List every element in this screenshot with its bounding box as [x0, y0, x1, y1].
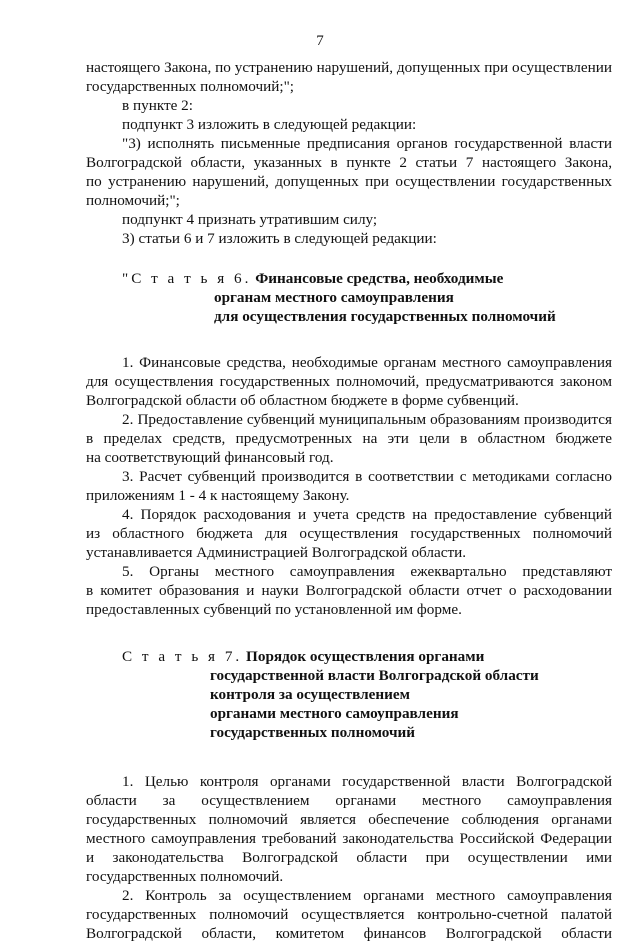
text-line: для осуществления государственных полномочий, предусматриваются законом — [86, 373, 612, 390]
text-line: полномочий;"; — [86, 192, 180, 209]
text-line: и законодательства Волгоградской области при осуществлении ими — [86, 849, 612, 866]
text-line: государственных полномочий;"; — [86, 78, 294, 95]
text-line: 5. Органы местного самоуправления ежеквартально представляют — [122, 563, 612, 580]
text-line: из областного бюджета для осуществления государственных полномочий — [86, 525, 612, 542]
text-line: 1. Финансовые средства, необходимые органам местного самоуправления — [122, 354, 612, 371]
text-line: подпункт 4 признать утратившим силу; — [122, 211, 378, 228]
text-line: приложениям 1 - 4 к настоящему Закону. — [86, 487, 350, 504]
text-line: на соответствующий финансовый год. — [86, 449, 334, 466]
article-6-title: органам местного самоуправления — [214, 289, 454, 306]
article-7-body — [86, 772, 612, 943]
text-line: 2. Предоставление субвенций муниципальным образованиям производится — [122, 411, 612, 428]
article-6-heading — [86, 269, 612, 326]
text-line: в пункте 2: — [122, 97, 193, 114]
text-line: 2. Контроль за осуществлением органами местного самоуправления — [122, 887, 612, 904]
article-7-prefix: С т а т ь я 7. — [122, 648, 243, 665]
text-line: государственных полномочий осуществляется контрольно-счетной палатой — [86, 906, 612, 923]
text-line: в пределах средств, предусмотренных на эти цели в областном бюджете — [86, 430, 612, 447]
article-7-title: государственной власти Волгоградской области — [210, 667, 539, 684]
article-7-title: контроля за осуществлением — [210, 686, 410, 703]
text-line: по устранению нарушений, допущенных при осуществлении государственных — [86, 173, 612, 190]
text-line: Волгоградской области, комитетом финансов Волгоградской области — [86, 925, 612, 942]
article-6-title: Финансовые средства, необходимые — [255, 270, 504, 287]
text-line: государственных полномочий. — [86, 868, 284, 885]
text-line: государственных полномочий является обеспечение соблюдения органами — [86, 811, 612, 828]
text-line: 4. Порядок расходования и учета средств на предоставление субвенций — [122, 506, 612, 523]
text-line: подпункт 3 изложить в следующей редакции: — [122, 116, 417, 133]
text-line: области за осуществлением органами местного самоуправления — [86, 792, 612, 809]
article-7-title: государственных полномочий — [210, 724, 416, 741]
text-line: в комитет образования и науки Волгоградской области отчет о расходовании — [86, 582, 612, 599]
article-7-title: органами местного самоуправления — [210, 705, 459, 722]
article-6-body — [86, 353, 612, 619]
text-line: устанавливается Администрацией Волгоградской области. — [86, 544, 467, 561]
page-number: 7 — [316, 33, 324, 49]
text-line: 3) статьи 6 и 7 изложить в следующей редакции: — [122, 230, 437, 247]
text-line: местного самоуправления требований законодательства Российской Федерации — [86, 830, 612, 847]
article-6-title: для осуществления государственных полномочий — [214, 308, 556, 325]
text-line: Волгоградской области об областном бюджете в форме субвенций. — [86, 392, 519, 409]
text-line: Волгоградской области, указанных в пункте 2 статьи 7 настоящего Закона, — [86, 154, 612, 171]
article-7-title: Порядок осуществления органами — [246, 648, 485, 665]
document-body — [86, 58, 612, 943]
text-line: "3) исполнять письменные предписания органов государственной власти — [122, 135, 612, 152]
article-7-heading — [86, 647, 612, 742]
text-line: 1. Целью контроля органами государственной власти Волгоградской — [122, 773, 612, 790]
text-line: настоящего Закона, по устранению нарушений, допущенных при осуществлении — [86, 59, 612, 76]
article-6-prefix: "С т а т ь я 6. — [122, 270, 252, 287]
text-line: 3. Расчет субвенций производится в соответствии с методиками согласно — [122, 468, 612, 485]
text-line: предоставленных субвенций по установленной им форме. — [86, 601, 462, 618]
